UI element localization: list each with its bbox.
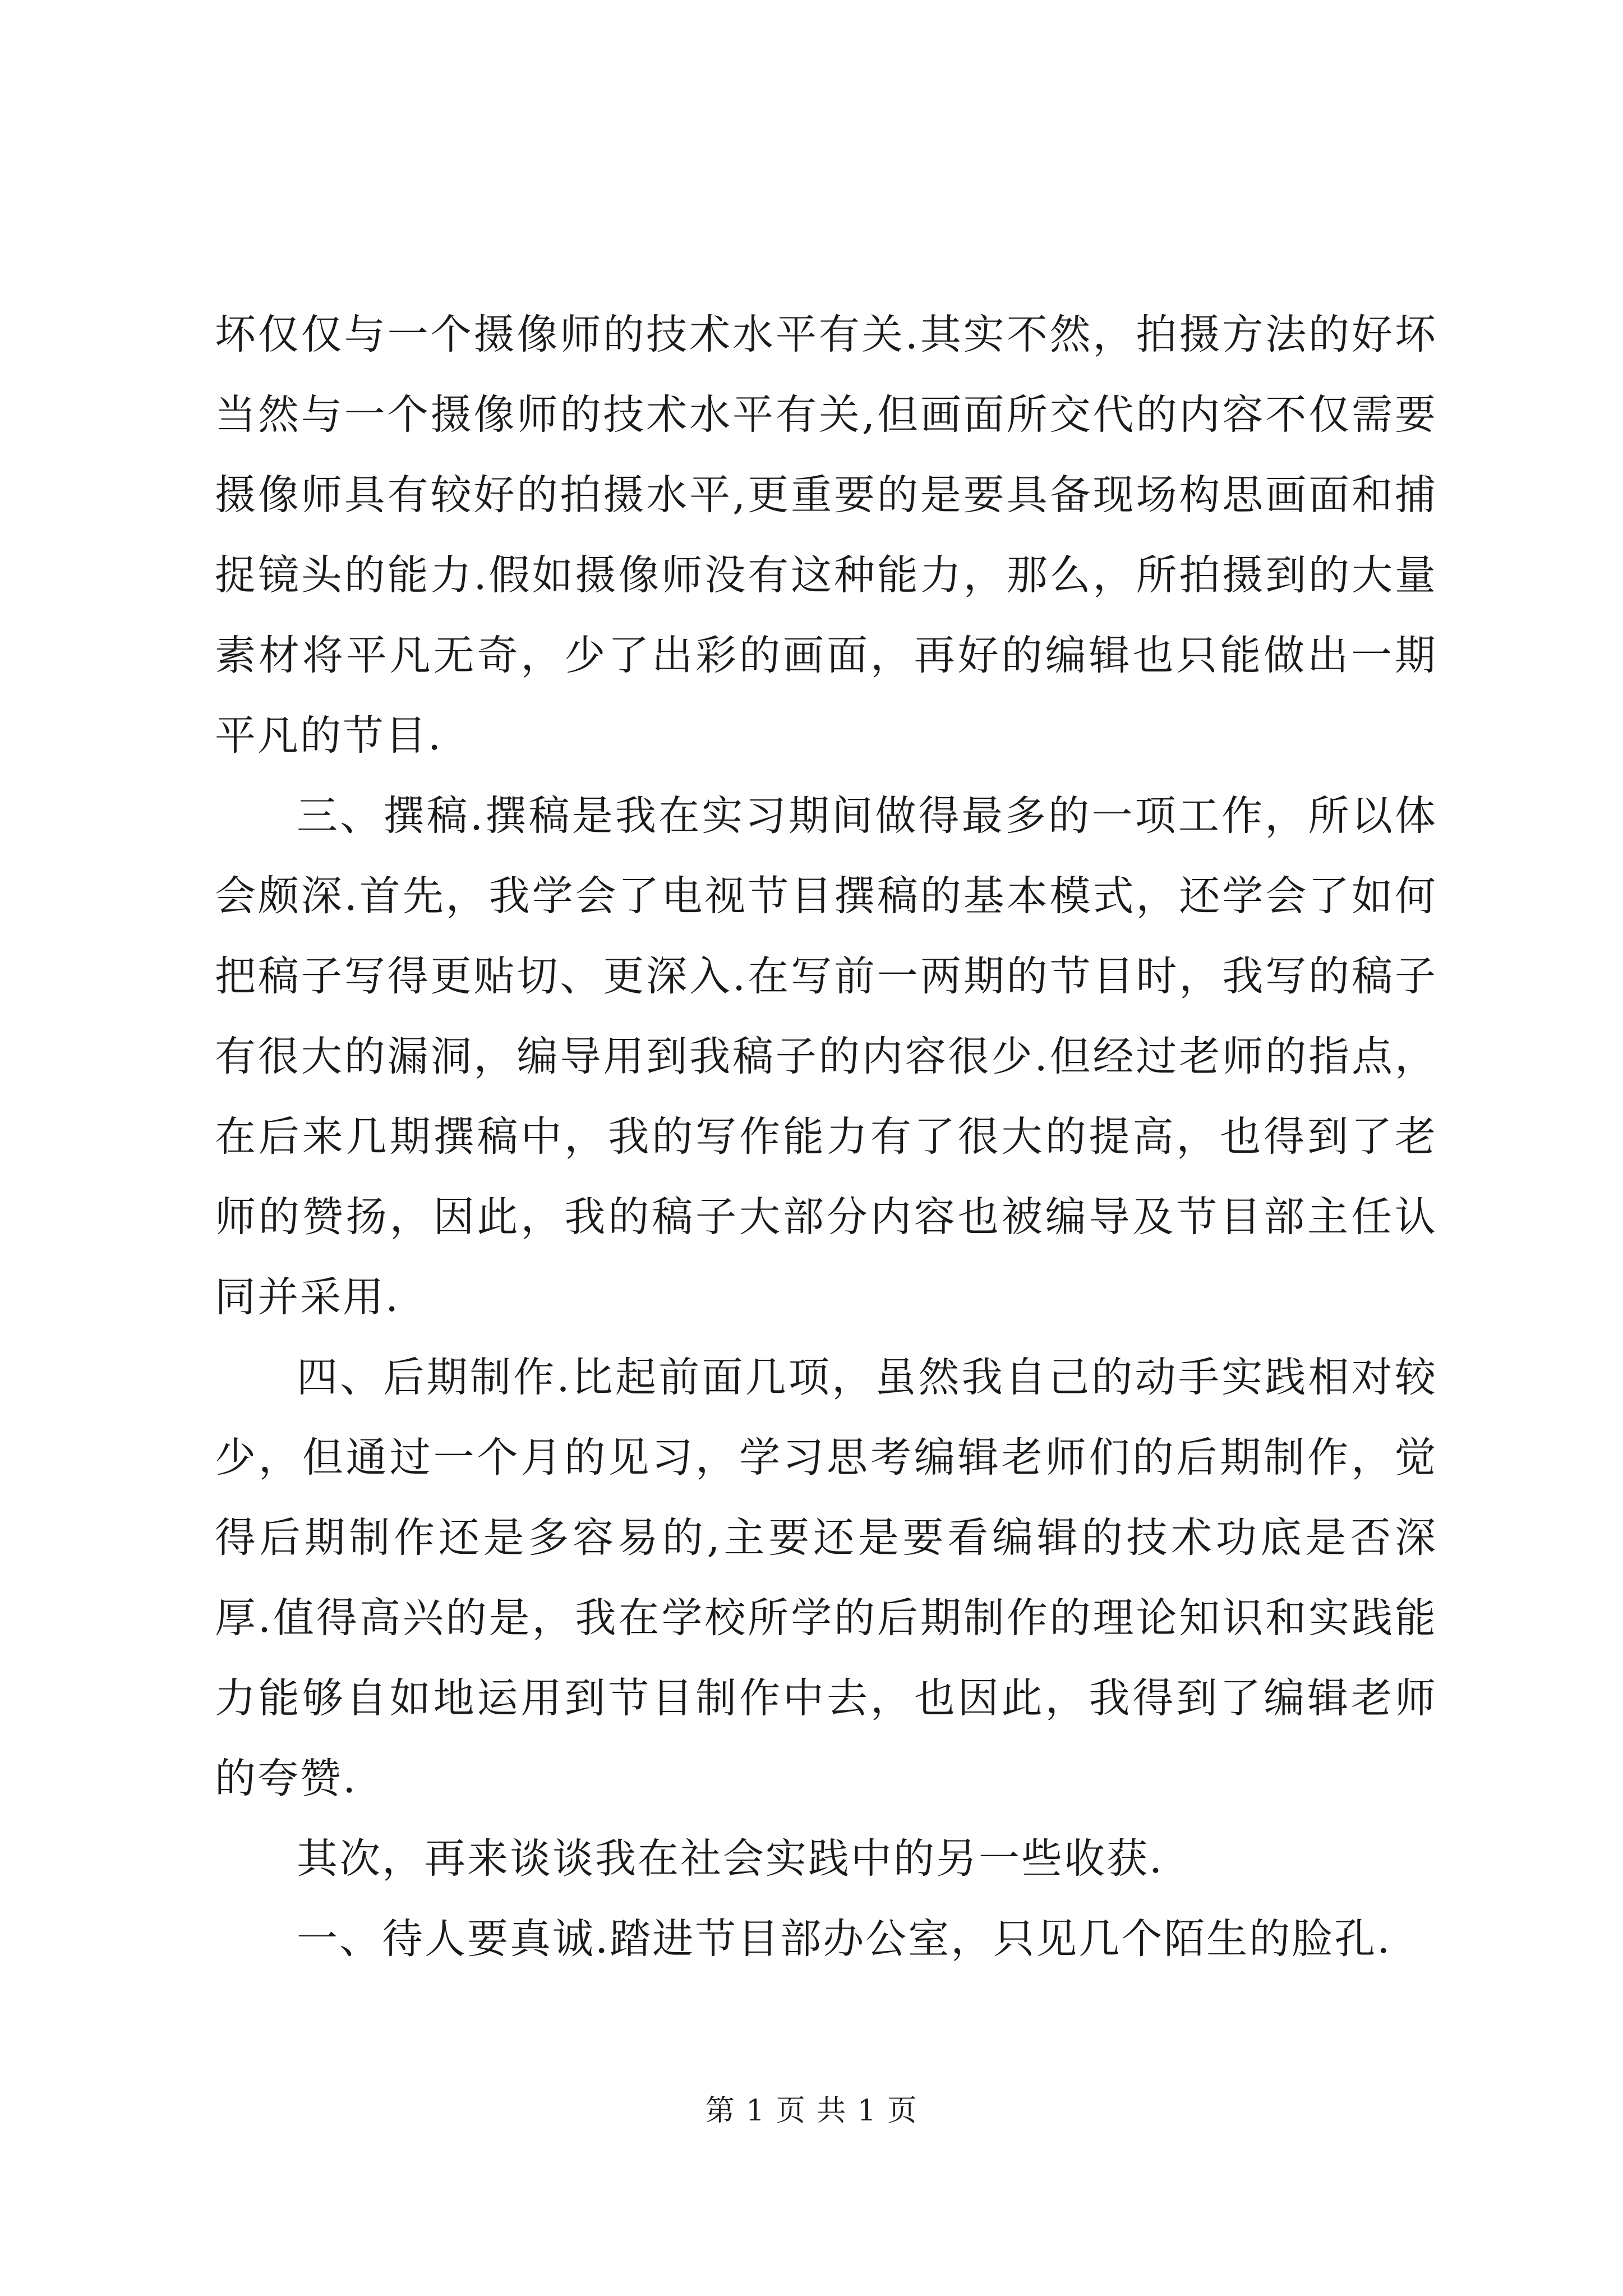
paragraph-be-sincere: 一、待人要真诚.踏进节目部办公室，只见几个陌生的脸孔.	[297, 1915, 1392, 1963]
document-body	[215, 295, 1437, 1979]
paragraph-post-production: 四、后期制作.比起前面几项，虽然我自己的动手实践相对较少，但通过一个月的见习，学习思考编辑老师们的后期制作，觉得后期制作还是多容易的,主要还是要看编辑的技术功底是否深厚.值得高兴的是，我在学校所学的后期制作的理论知识和实践能力能够自如地运用到节目制作中去，也因此，我得到了编辑老师的夸赞.	[215, 1354, 1437, 1802]
paragraph-other-gains: 其次，再来谈谈我在社会实践中的另一些收获.	[297, 1835, 1164, 1883]
paragraph-writing: 三、撰稿.撰稿是我在实习期间做得最多的一项工作，所以体会颇深.首先，我学会了电视节目撰稿的基本模式，还学会了如何把稿子写得更贴切、更深入.在写前一两期的节目时，我写的稿子有很大的漏洞，编导用到我稿子的内容很少.但经过老师的指点，在后来几期撰稿中，我的写作能力有了很大的提高，也得到了老师的赞扬，因此，我的稿子大部分内容也被编导及节目部主任认同并采用.	[215, 792, 1437, 1321]
paragraph-camera-skill: 坏仅仅与一个摄像师的技术水平有关.其实不然，拍摄方法的好坏当然与一个摄像师的技术水平有关,但画面所交代的内容不仅需要摄像师具有较好的拍摄水平,更重要的是要具备现场构思画面和捕捉镜头的能力.假如摄像师没有这种能力，那么，所拍摄到的大量素材将平凡无奇，少了出彩的画面，再好的编辑也只能做出一期平凡的节目.	[215, 311, 1438, 760]
page-number-footer: 第 1 页 共 1 页	[705, 2094, 918, 2128]
